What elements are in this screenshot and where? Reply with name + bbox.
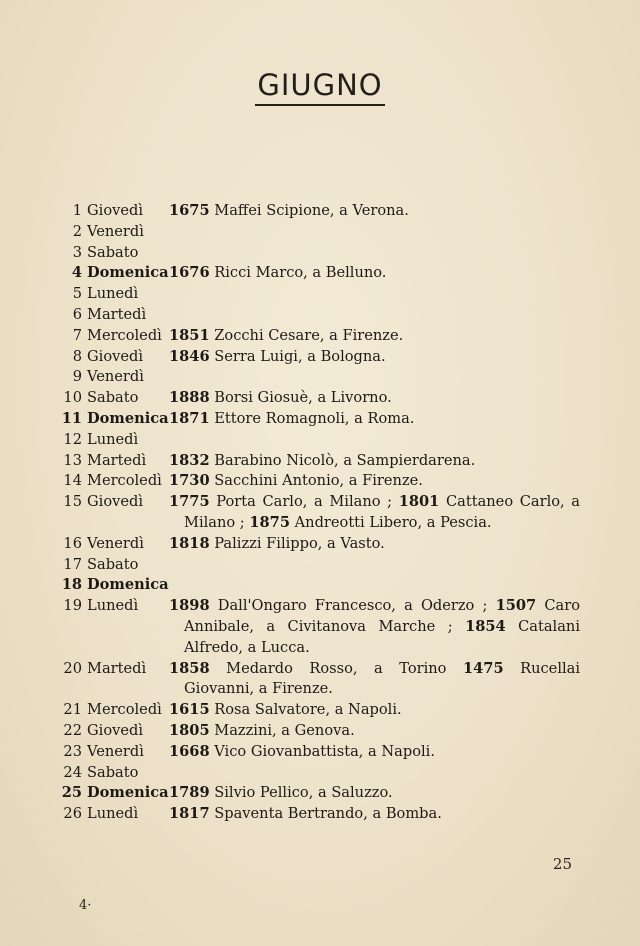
calendar-row: [60, 783, 580, 804]
birth-entries: [169, 575, 580, 596]
day-number: 22: [63, 721, 82, 739]
day-number: 24: [63, 763, 82, 781]
calendar-row: [60, 347, 580, 368]
birth-year: 1675: [169, 202, 210, 219]
person-name-place: Barabino Nicolò, a Sampierdarena.: [214, 451, 476, 469]
calendar-row: [60, 409, 580, 430]
day-number: 6: [72, 305, 82, 323]
day-number: 19: [63, 597, 82, 615]
calendar-row: [60, 659, 580, 701]
calendar-row: [60, 388, 580, 409]
birth-entries: [169, 451, 580, 472]
person-name-place: Palizzi Filippo, a Vasto.: [214, 534, 385, 552]
weekday: Lunedì: [87, 430, 139, 448]
weekday: Sabato: [87, 555, 139, 573]
day-number: 20: [63, 659, 82, 677]
person-name-place: Porta Carlo, a Milano ;: [216, 493, 393, 511]
day-number: 9: [72, 368, 82, 386]
birth-entries: [169, 347, 580, 368]
weekday: Venerdì: [87, 222, 144, 240]
birth-year: 1668: [169, 742, 210, 760]
calendar-row: [60, 305, 580, 326]
calendar-row: [60, 804, 580, 825]
birth-entries: [169, 534, 580, 555]
person-name-place: Borsi Giosuè, a Livorno.: [214, 389, 392, 407]
weekday: Lunedì: [87, 805, 139, 823]
person-name-place: Dall'Ongaro Francesco, a Oderzo ;: [217, 597, 488, 615]
birth-year: 1775: [169, 493, 210, 511]
birth-entries: [169, 243, 580, 264]
person-name-place: Cattaneo Carlo, a Milano ;: [184, 493, 581, 531]
birth-entries: [169, 263, 580, 284]
birth-entries: [169, 804, 580, 825]
day-number: 15: [63, 493, 82, 511]
birth-year: 1676: [169, 264, 210, 282]
birth-year: 1805: [169, 721, 210, 739]
birth-year: 1475: [462, 659, 504, 677]
weekday: Domenica: [87, 784, 169, 802]
birth-entries: [169, 742, 580, 763]
signature-mark: 4·: [79, 898, 92, 913]
page-number: 25: [552, 855, 572, 873]
person-name-place: Rucellai Giovanni, a Firenze.: [184, 659, 581, 698]
day-number: 5: [72, 285, 82, 303]
person-name-place: Rosa Salvatore, a Napoli.: [214, 701, 402, 719]
birth-year: 1898: [169, 597, 210, 615]
day-number: 14: [63, 472, 82, 490]
calendar-row: [60, 326, 580, 347]
day-number: 13: [63, 451, 82, 469]
birth-entries: [169, 201, 580, 222]
weekday: Venerdì: [87, 742, 144, 760]
calendar-row: [60, 201, 580, 222]
birth-entries: [169, 388, 580, 409]
birth-year: 1875: [249, 513, 290, 531]
birth-entries: [169, 492, 580, 534]
weekday: Domenica: [87, 576, 169, 594]
person-name-place: Maffei Scipione, a Verona.: [214, 202, 409, 219]
day-number: 17: [63, 555, 82, 573]
person-name-place: Ricci Marco, a Belluno.: [214, 264, 387, 282]
weekday: Venerdì: [87, 368, 144, 386]
person-name-place: Vico Giovanbattista, a Napoli.: [214, 742, 435, 760]
day-number: 8: [72, 347, 82, 365]
weekday: Lunedì: [87, 285, 139, 303]
day-number: 12: [63, 430, 82, 448]
birth-year: 1858: [169, 659, 210, 677]
birth-year: 1832: [169, 451, 210, 469]
weekday: Mercoledì: [87, 472, 162, 490]
birth-entries: [169, 305, 580, 326]
weekday: Venerdì: [87, 534, 144, 552]
weekday: Sabato: [87, 389, 139, 407]
weekday: Martedì: [87, 305, 147, 323]
calendar-row: [60, 492, 580, 534]
birth-year: 1817: [169, 805, 210, 823]
person-name-place: Sacchini Antonio, a Firenze.: [214, 472, 423, 490]
birth-year: 1888: [169, 389, 210, 407]
birth-year: 1871: [169, 409, 210, 427]
person-name-place: Silvio Pellico, a Saluzzo.: [214, 784, 393, 802]
calendar-row: [60, 430, 580, 451]
birth-year: 1789: [169, 784, 210, 802]
person-name-place: Ettore Romagnoli, a Roma.: [214, 409, 415, 427]
calendar-row: [60, 243, 580, 264]
calendar-row: [60, 222, 580, 243]
day-number: 25: [61, 784, 82, 802]
birth-year: 1854: [465, 617, 506, 635]
birth-year: 1615: [169, 701, 210, 719]
birth-year: 1801: [398, 493, 440, 511]
calendar-row: [60, 367, 580, 388]
weekday: Mercoledì: [87, 326, 162, 344]
calendar-row: [60, 284, 580, 305]
day-number: 11: [61, 409, 82, 427]
day-number: 7: [72, 326, 82, 344]
calendar-row: [60, 721, 580, 742]
birth-entries: [169, 430, 580, 451]
weekday: Giovedì: [87, 721, 144, 739]
weekday: Domenica: [87, 409, 169, 427]
birth-year: 1818: [169, 534, 210, 552]
day-number: 26: [63, 805, 82, 823]
birth-year: 1507: [495, 597, 537, 615]
birth-entries: [169, 783, 580, 804]
birth-entries: [169, 555, 580, 576]
birth-entries: [169, 222, 580, 243]
birth-entries: [169, 409, 580, 430]
weekday: Sabato: [87, 243, 139, 261]
weekday: Lunedì: [87, 597, 139, 615]
person-name-place: Andreotti Libero, a Pescia.: [294, 513, 492, 531]
day-number: 1: [72, 202, 82, 219]
day-number: 21: [63, 701, 82, 719]
weekday: Giovedì: [87, 493, 144, 511]
weekday: Giovedì: [87, 202, 144, 219]
day-number: 10: [63, 389, 82, 407]
birth-entries: [169, 763, 580, 784]
day-number: 3: [72, 243, 82, 261]
weekday: Domenica: [87, 264, 169, 282]
calendar-list: [60, 201, 580, 825]
day-number: 16: [63, 534, 82, 552]
birth-entries: [169, 721, 580, 742]
calendar-row: [60, 742, 580, 763]
person-name-place: Spaventa Bertrando, a Bomba.: [214, 805, 442, 823]
calendar-row: [60, 471, 580, 492]
person-name-place: Caro Annibale, a Civitanova Marche ;: [184, 597, 580, 635]
birth-year: 1851: [169, 326, 210, 344]
person-name-place: Medardo Rosso, a Torino: [226, 659, 447, 677]
weekday: Giovedì: [87, 347, 144, 365]
weekday: Martedì: [87, 659, 147, 677]
weekday: Mercoledì: [87, 701, 162, 719]
birth-entries: [169, 471, 580, 492]
person-name-place: Zocchi Cesare, a Firenze.: [214, 326, 404, 344]
birth-year: 1730: [169, 472, 210, 490]
birth-entries: [169, 596, 580, 658]
calendar-row: [60, 700, 580, 721]
page-title: GIUGNO: [0, 68, 640, 102]
birth-year: 1846: [169, 347, 210, 365]
weekday: Martedì: [87, 451, 147, 469]
calendar-row: [60, 596, 580, 658]
person-name-place: Serra Luigi, a Bologna.: [214, 347, 386, 365]
person-name-place: Mazzini, a Genova.: [214, 721, 355, 739]
day-number: 4: [71, 264, 82, 282]
weekday: Sabato: [87, 763, 139, 781]
birth-entries: [169, 284, 580, 305]
day-number: 18: [61, 576, 82, 594]
birth-entries: [169, 700, 580, 721]
day-number: 23: [63, 742, 82, 760]
calendar-row: [60, 555, 580, 576]
calendar-row: [60, 534, 580, 555]
person-name-place: Catalani Alfredo, a Lucca.: [184, 617, 580, 656]
birth-entries: [169, 367, 580, 388]
day-number: 2: [72, 222, 82, 240]
birth-entries: [169, 659, 580, 701]
calendar-row: [60, 263, 580, 284]
calendar-row: [60, 763, 580, 784]
calendar-row: [60, 575, 580, 596]
calendar-row: [60, 451, 580, 472]
birth-entries: [169, 326, 580, 347]
